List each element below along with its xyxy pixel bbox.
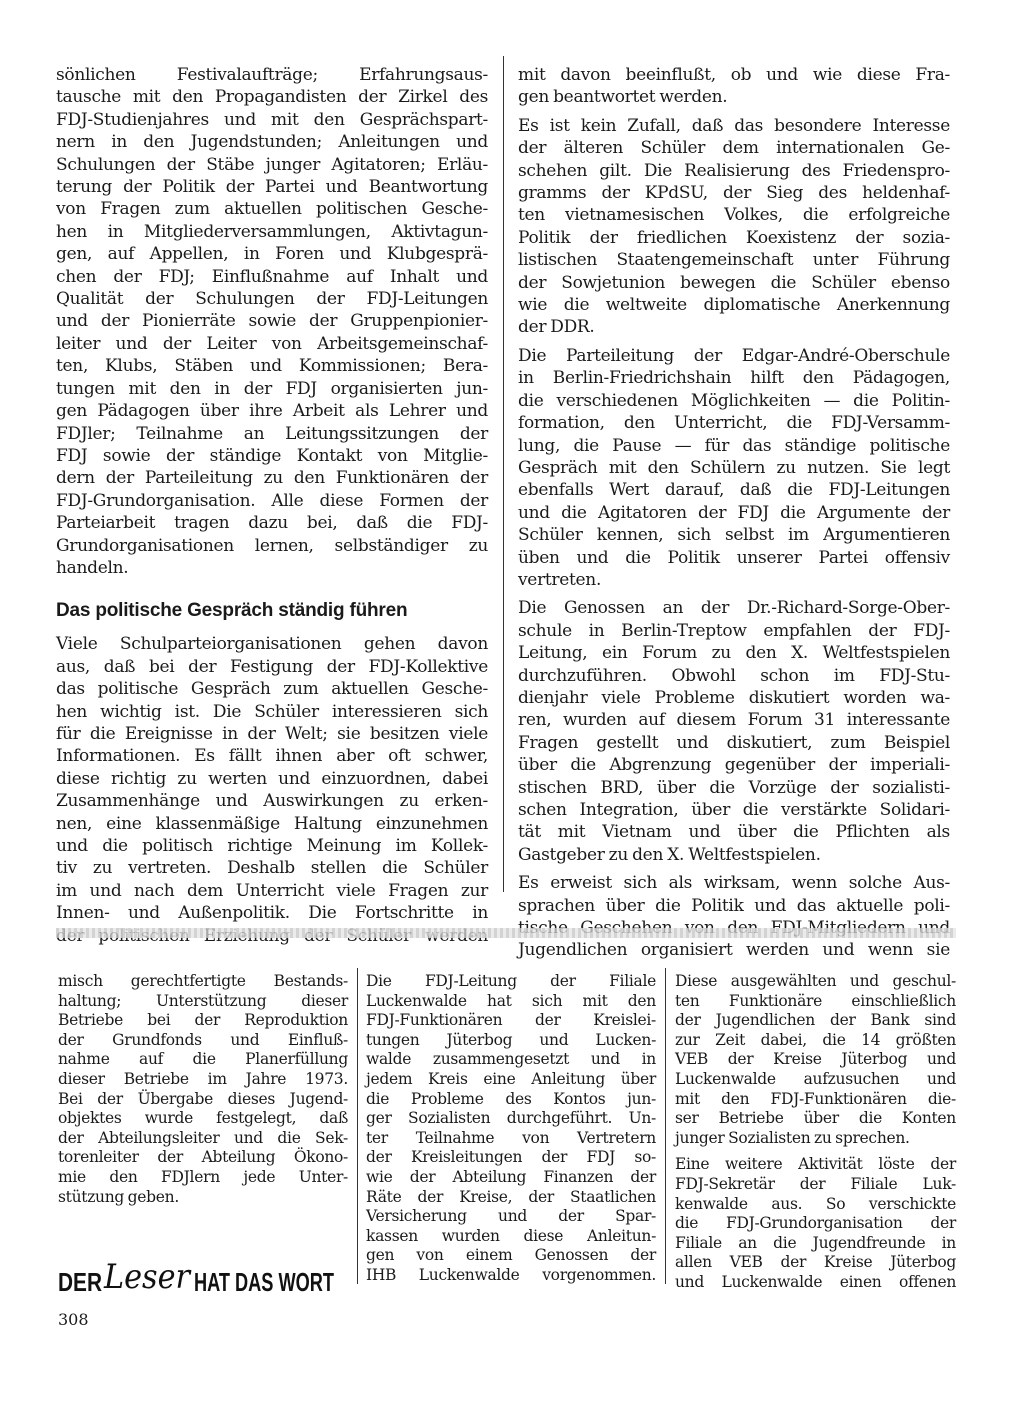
text-line: hen wichtig ist. Die Schüler interessieren sich xyxy=(56,701,488,722)
text-line: Innen- und Außenpolitik. Die Fortschritte in xyxy=(56,903,488,924)
paragraph xyxy=(518,345,950,591)
text-line: und Luckenwalde einen offenen xyxy=(675,1272,956,1291)
text-line: nahme auf die Planerfüllung xyxy=(58,1050,348,1069)
logo-text-der: DER xyxy=(58,1267,103,1297)
text-line: Es erweist sich als wirksam, wenn solche Aus- xyxy=(518,873,950,894)
text-line: ren, wurden auf diesem Forum 31 interessante xyxy=(518,710,950,731)
text-line: der älteren Schüler dem internationalen Ge- xyxy=(518,138,950,159)
paragraph xyxy=(675,972,956,1148)
text-line: Politik der friedlichen Koexistenz der sozia- xyxy=(518,227,950,248)
text-line: Versicherung und der Spar- xyxy=(366,1207,656,1226)
text-line: der Jugendlichen der Bank sind xyxy=(675,1011,956,1030)
text-line: schule in Berlin-Treptow empfahlen der FDJ- xyxy=(518,620,950,641)
paragraph xyxy=(518,597,950,866)
text-line: zur Zeit dabei, die 14 größten xyxy=(675,1030,956,1049)
text-line: walde zusammengesetzt und in xyxy=(366,1050,656,1069)
text-line: kassen wurden diese Anleitun- xyxy=(366,1226,656,1245)
text-line: der Sowjetunion bewegen die Schüler ebenso xyxy=(518,272,950,293)
text-line: Filiale an die Jugendfreunde in xyxy=(675,1233,956,1252)
text-line: ser Betriebe über die Konten xyxy=(675,1109,956,1128)
text-line: durchzuführen. Obwohl schon im FDJ-Stu- xyxy=(518,665,950,686)
text-line: torenleiter der Abteilung Ökono- xyxy=(58,1148,348,1167)
text-line: Räte der Kreise, der Staatlichen xyxy=(366,1187,656,1206)
text-line: Schüler kennen, sich selbst im Argumentieren xyxy=(518,525,950,546)
article-right-column xyxy=(518,64,950,968)
section-divider xyxy=(56,928,956,938)
text-line: wie die weltweite diplomatische Anerkennung xyxy=(518,295,950,316)
text-line: Jugendlichen organisiert werden und wenn sie xyxy=(518,940,950,961)
text-line: listischen Staatengemeinschaft unter Führung xyxy=(518,250,950,271)
text-line: stischen BRD, über die Vorzüge der sozialisti- xyxy=(518,777,950,798)
text-line: und die Agitatoren der FDJ die Argumente der xyxy=(518,502,950,523)
text-line: jedem Kreis eine Anleitung über xyxy=(366,1069,656,1088)
text-line: junger Sozialisten zu sprechen. xyxy=(675,1128,910,1147)
text-line: objektes wurde festgelegt, daß xyxy=(58,1109,348,1128)
text-line: mie den FDJlern jede Unter- xyxy=(58,1167,348,1186)
text-line: Bei der Übergabe dieses Jugend- xyxy=(58,1089,348,1108)
text-line: von Fragen zum aktuellen politischen Gesche- xyxy=(56,199,488,220)
text-line: und der Pionierräte sowie der Gruppenpionier- xyxy=(56,311,488,332)
text-line: Gespräch mit den Schülern zu nutzen. Sie legt xyxy=(518,457,950,478)
paragraph xyxy=(56,64,488,579)
text-line: FDJ-Studienjahres und mit den Gesprächspart- xyxy=(56,109,488,130)
text-line: ten, Klubs, Stäben und Kommissionen; Bera- xyxy=(56,356,488,377)
text-line: tät mit Vietnam und über die Pflichten als xyxy=(518,822,950,843)
text-line: das politische Gespräch zum aktuellen Gesche- xyxy=(56,679,488,700)
letters-column-2 xyxy=(366,972,656,1286)
text-line: Zusammenhänge und Auswirkungen zu erken- xyxy=(56,791,488,812)
text-line: Qualität der Schulungen der FDJ-Leitungen xyxy=(56,289,488,310)
text-line: und die politisch richtige Meinung im Kollek- xyxy=(56,836,488,856)
column-divider xyxy=(503,56,504,892)
text-line: der DDR. xyxy=(518,317,595,338)
text-line: VEB der Kreise Jüterbog und xyxy=(675,1050,956,1069)
text-line: Es ist kein Zufall, daß das besondere Interesse xyxy=(518,115,950,136)
text-line: ten Funktionäre einschließlich xyxy=(675,991,956,1010)
text-line: terung der Politik der Partei und Beantwortung xyxy=(56,177,488,198)
text-line: Viele Schulparteiorganisationen gehen davon xyxy=(56,634,488,655)
text-line: der Abteilungsleiter und die Sek- xyxy=(58,1128,348,1147)
text-line: handeln. xyxy=(56,557,129,578)
text-line: für die Ereignisse in der Welt; sie besitzen viele xyxy=(56,723,488,744)
text-line: Luckenwalde hat sich mit den xyxy=(366,991,656,1010)
text-line: tiv zu vertreten. Deshalb stellen die Schüler xyxy=(56,858,488,879)
text-line: Die FDJ-Leitung der Filiale xyxy=(366,972,656,990)
article-left-column xyxy=(56,64,488,953)
text-line: haltung; Unterstützung dieser xyxy=(58,991,348,1010)
text-line: wie der Abteilung Finanzen der xyxy=(366,1167,656,1186)
text-line: die Probleme des Kontos jun- xyxy=(366,1089,656,1108)
text-line: ter Teilnahme von Vertretern xyxy=(366,1128,656,1147)
text-line: FDJ-Funktionären der Kreislei- xyxy=(366,1011,656,1030)
text-line: dern der Parteileitung zu den Funktionären der xyxy=(56,468,488,489)
text-line: mit davon beeinflußt, ob und wie diese Fra- xyxy=(518,65,950,85)
column-divider xyxy=(665,968,666,1284)
logo-text-leser: Leser xyxy=(103,1257,192,1297)
text-line: gen, auf Appellen, in Foren und Klubgesprä- xyxy=(56,244,488,265)
text-line: FDJ sowie der ständige Kontakt von Mitglie- xyxy=(56,445,488,466)
text-line: Diese ausgewählten und geschul- xyxy=(675,972,956,990)
text-line: vertreten. xyxy=(518,569,602,590)
text-line: der Grundfonds und Einfluß- xyxy=(58,1030,348,1049)
text-line: aus, daß bei der Festigung der FDJ-Kollektive xyxy=(56,656,488,677)
paragraph xyxy=(56,633,488,947)
text-line: gramms der KPdSU, der Sieg des heldenhaf- xyxy=(518,183,950,204)
text-line: leiter und der Leiter von Arbeitsgemeinschaf- xyxy=(56,333,488,354)
text-line: FDJ-Grundorganisation. Alle diese Formen der xyxy=(56,490,488,511)
text-line: kenwalde aus. So verschickte xyxy=(675,1194,956,1213)
text-line: der Kreisleitungen der FDJ so- xyxy=(366,1148,656,1167)
left-paragraphs xyxy=(56,64,488,579)
text-line: misch gerechtfertigte Bestands- xyxy=(58,972,348,990)
text-line: chen der FDJ; Einflußnahme auf Inhalt und xyxy=(56,266,488,287)
text-line: FDJ-Sekretär der Filiale Luk- xyxy=(675,1174,956,1193)
der-leser-hat-das-wort-logo xyxy=(58,1258,338,1298)
text-line: Schulungen der Stäbe junger Agitatoren; Erläu- xyxy=(56,154,488,175)
text-line: Luckenwalde aufzusuchen und xyxy=(675,1069,956,1088)
text-line: FDJler; Teilnahme an Leitungssitzungen der xyxy=(56,423,488,444)
text-line: nern in den Jugendstunden; Anleitungen und xyxy=(56,132,488,153)
text-line: im und nach dem Unterricht viele Fragen zur xyxy=(56,880,488,901)
text-line: gen beantwortet werden. xyxy=(518,87,728,108)
paragraph xyxy=(518,872,950,962)
column-divider xyxy=(357,968,358,1284)
text-line: Gastgeber zu den X. Weltfestspielen. xyxy=(518,844,821,865)
text-line: Parteiarbeit tragen dazu bei, daß die FDJ- xyxy=(56,513,488,534)
text-line: diese richtig zu werten und einzuordnen, dabei xyxy=(56,768,488,789)
text-line: Fragen gestellt und diskutiert, zum Beispiel xyxy=(518,732,950,753)
text-line: ten vietnamesischen Volkes, die erfolgreiche xyxy=(518,205,950,226)
text-line: sönlichen Festivalaufträge; Erfahrungsaus- xyxy=(56,65,488,85)
text-line: gen Pädagogen über ihre Arbeit als Lehrer und xyxy=(56,401,488,422)
text-line: ebenfalls Wert darauf, daß die FDJ-Leitungen xyxy=(518,480,950,501)
page-number: 308 xyxy=(58,1310,89,1329)
logo-text-hat-das-wort: HAT DAS WORT xyxy=(194,1267,335,1297)
text-line: hen in Mitgliederversammlungen, Aktivtagun- xyxy=(56,221,488,242)
text-line: schehen gilt. Die Realisierung des Friedenspro- xyxy=(518,160,950,181)
text-line: lung, die Pause — für das ständige politische xyxy=(518,435,950,456)
text-line: Informationen. Es fällt ihnen aber oft schwer, xyxy=(56,746,488,767)
text-line: tausche mit den Propagandisten der Zirkel des xyxy=(56,87,488,108)
text-line: über die Abgrenzung gegenüber der imperiali- xyxy=(518,755,950,776)
text-line: schen Integration, über die verstärkte Solidari- xyxy=(518,800,950,820)
text-line: mit den FDJ-Funktionären die- xyxy=(675,1089,956,1108)
text-line: Die Genossen an der Dr.-Richard-Sorge-Ober- xyxy=(518,598,950,619)
text-line: IHB Luckenwalde vorgenommen. xyxy=(366,1265,656,1284)
text-line: in Berlin-Friedrichshain hilft den Pädagogen, xyxy=(518,368,950,389)
text-line: Die Parteileitung der Edgar-André-Oberschule xyxy=(518,345,950,366)
letters-column-1 xyxy=(58,972,348,1207)
paragraph xyxy=(518,64,950,109)
text-line: Leitung, ein Forum zu den X. Weltfestspielen xyxy=(518,643,950,664)
text-line: formation, den Unterricht, die FDJ-Versamm- xyxy=(518,413,950,434)
text-line: Grundorganisationen lernen, selbständiger zu xyxy=(56,535,488,556)
text-line: üben und die Politik unserer Partei offensiv xyxy=(518,547,950,568)
text-line: stützung geben. xyxy=(58,1187,179,1206)
text-line: tungen mit den in der FDJ organisierten jun- xyxy=(56,378,488,399)
text-line: allen VEB der Kreise Jüterbog xyxy=(675,1253,956,1272)
paragraph xyxy=(518,115,950,339)
letters-column-3 xyxy=(675,972,956,1293)
text-line: nen, eine klassenmäßige Haltung einzunehmen xyxy=(56,813,488,834)
text-line: tungen Jüterbog und Lucken- xyxy=(366,1030,656,1049)
text-line: die verschiedenen Möglichkeiten — die Politin- xyxy=(518,390,950,411)
text-line: dienjahr viele Probleme diskutiert worden wa- xyxy=(518,687,950,708)
text-line: gen von einem Genossen der xyxy=(366,1246,656,1265)
paragraph xyxy=(675,1155,956,1292)
text-line: ger Sozialisten durchgeführt. Un- xyxy=(366,1109,656,1128)
section-heading: Das politische Gespräch ständig führen xyxy=(56,600,408,622)
text-line: Eine weitere Aktivität löste der xyxy=(675,1155,956,1174)
text-line: Betriebe bei der Reproduktion xyxy=(58,1011,348,1030)
text-line: die FDJ-Grundorganisation der xyxy=(675,1214,956,1233)
text-line: sprachen über die Politik und das aktuelle poli- xyxy=(518,895,950,916)
text-line: dieser Betriebe im Jahre 1973. xyxy=(58,1069,348,1088)
